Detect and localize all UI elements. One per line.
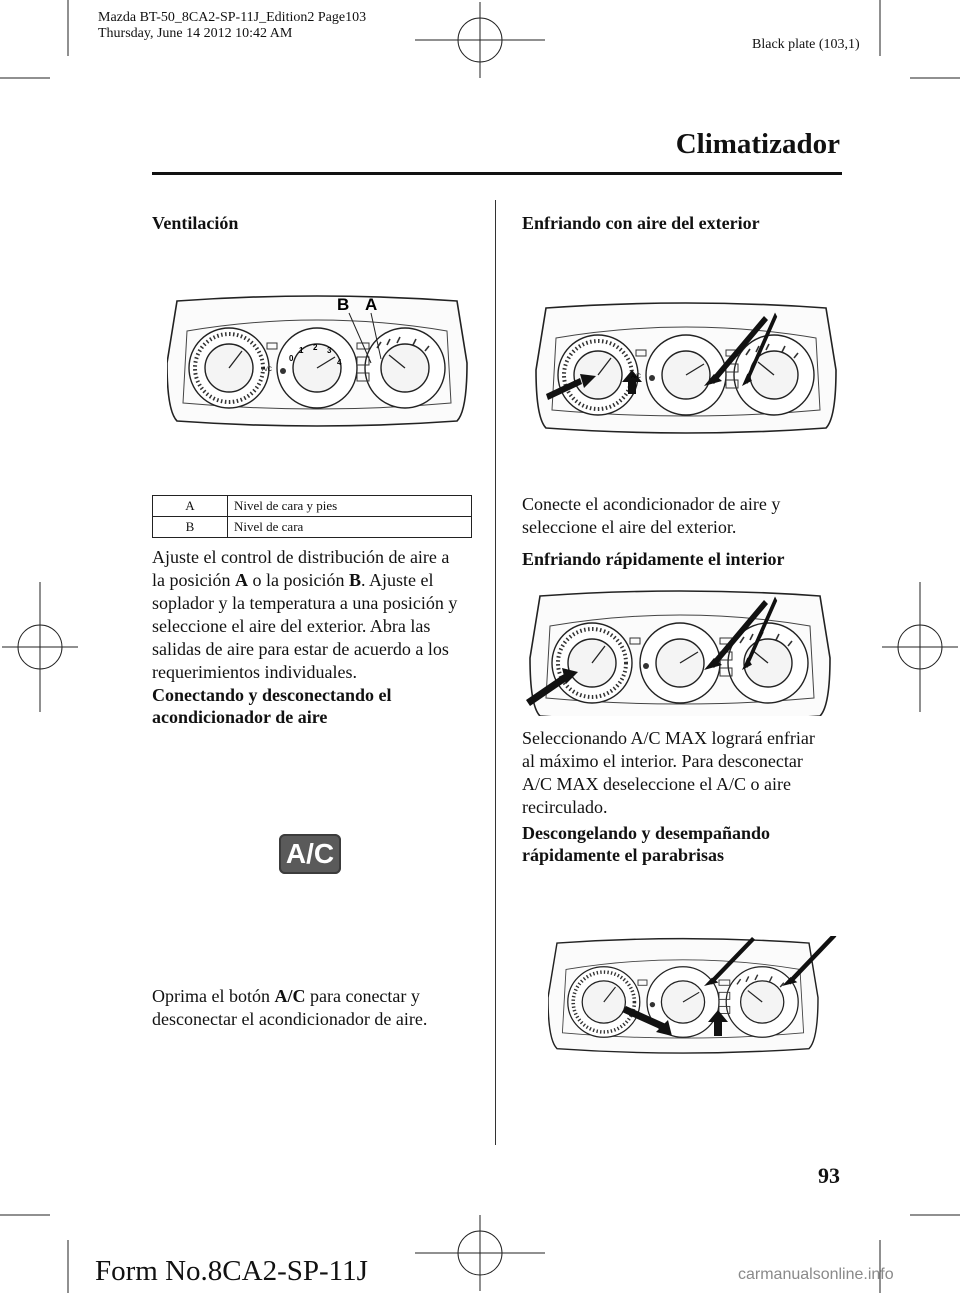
ac-paragraph: Oprima el botón A/C para conectar y desconectar el acondicionador de aire.: [152, 986, 428, 1029]
form-number: Form No.8CA2-SP-11J: [95, 1255, 368, 1287]
header-plate: Black plate (103,1): [752, 37, 860, 52]
heading-defrost: Descongelando y desempañando rápidamente el parabrisas: [522, 823, 771, 865]
heading-exterior: Enfriando con aire del exterior: [522, 213, 760, 233]
heading-ac-toggle: Conectando y desconectando el acondicionador de aire: [152, 685, 392, 727]
legend-row: [153, 496, 472, 517]
ventilation-panel-diagram: [167, 293, 469, 433]
speed-2: 2: [313, 343, 318, 352]
header-file-line: Mazda BT-50_8CA2-SP-11J_Edition2 Page103: [98, 10, 367, 25]
ac-button-icon: A/C: [279, 834, 341, 874]
speed-4: 4: [337, 358, 342, 367]
legend-key: B: [153, 517, 228, 538]
label-a: A: [365, 295, 378, 314]
panel-ac-label: A/C: [262, 367, 273, 373]
defrost-panel-diagram: [548, 936, 838, 1056]
rapid-paragraph: Seleccionando A/C MAX logrará enfriar al máximo el interior. Para desconectar A/C MAX deseleccione el A/C o aire recirculado.: [522, 728, 815, 817]
speed-1: 1: [299, 346, 304, 355]
speed-0: 0: [289, 354, 294, 363]
heading-ventilacion: Ventilación: [152, 213, 239, 233]
rapid-panel-diagram: [520, 588, 832, 716]
column-divider: [495, 200, 496, 1145]
watermark: carmanualsonline.info: [738, 1266, 894, 1283]
section-title: Climatizador: [675, 128, 840, 160]
legend-value: Nivel de cara y pies: [228, 496, 472, 517]
label-b: B: [337, 295, 350, 314]
header-rule: [152, 172, 842, 175]
ventilacion-paragraph: Ajuste el control de distribución de aire a la posición A o la posición B. Ajuste el soplador y la temperatura a una posición y seleccione el aire del exterior. Abra las salidas de aire para estar de acuerdo a los requerimientos individuales.: [152, 547, 458, 682]
legend-table: [152, 495, 472, 538]
speed-3: 3: [327, 346, 332, 355]
legend-value: Nivel de cara: [228, 517, 472, 538]
legend-row: [153, 517, 472, 538]
heading-rapid-cooling: Enfriando rápidamente el interior: [522, 549, 785, 569]
panel-ac-label: A/C: [631, 374, 642, 380]
legend-key: A: [153, 496, 228, 517]
exterior-paragraph: Conecte el acondicionador de aire y seleccione el aire del exterior.: [522, 494, 781, 537]
page-number: 93: [818, 1163, 840, 1188]
exterior-panel-diagram: [532, 296, 842, 444]
header-date-line: Thursday, June 14 2012 10:42 AM: [98, 26, 293, 41]
